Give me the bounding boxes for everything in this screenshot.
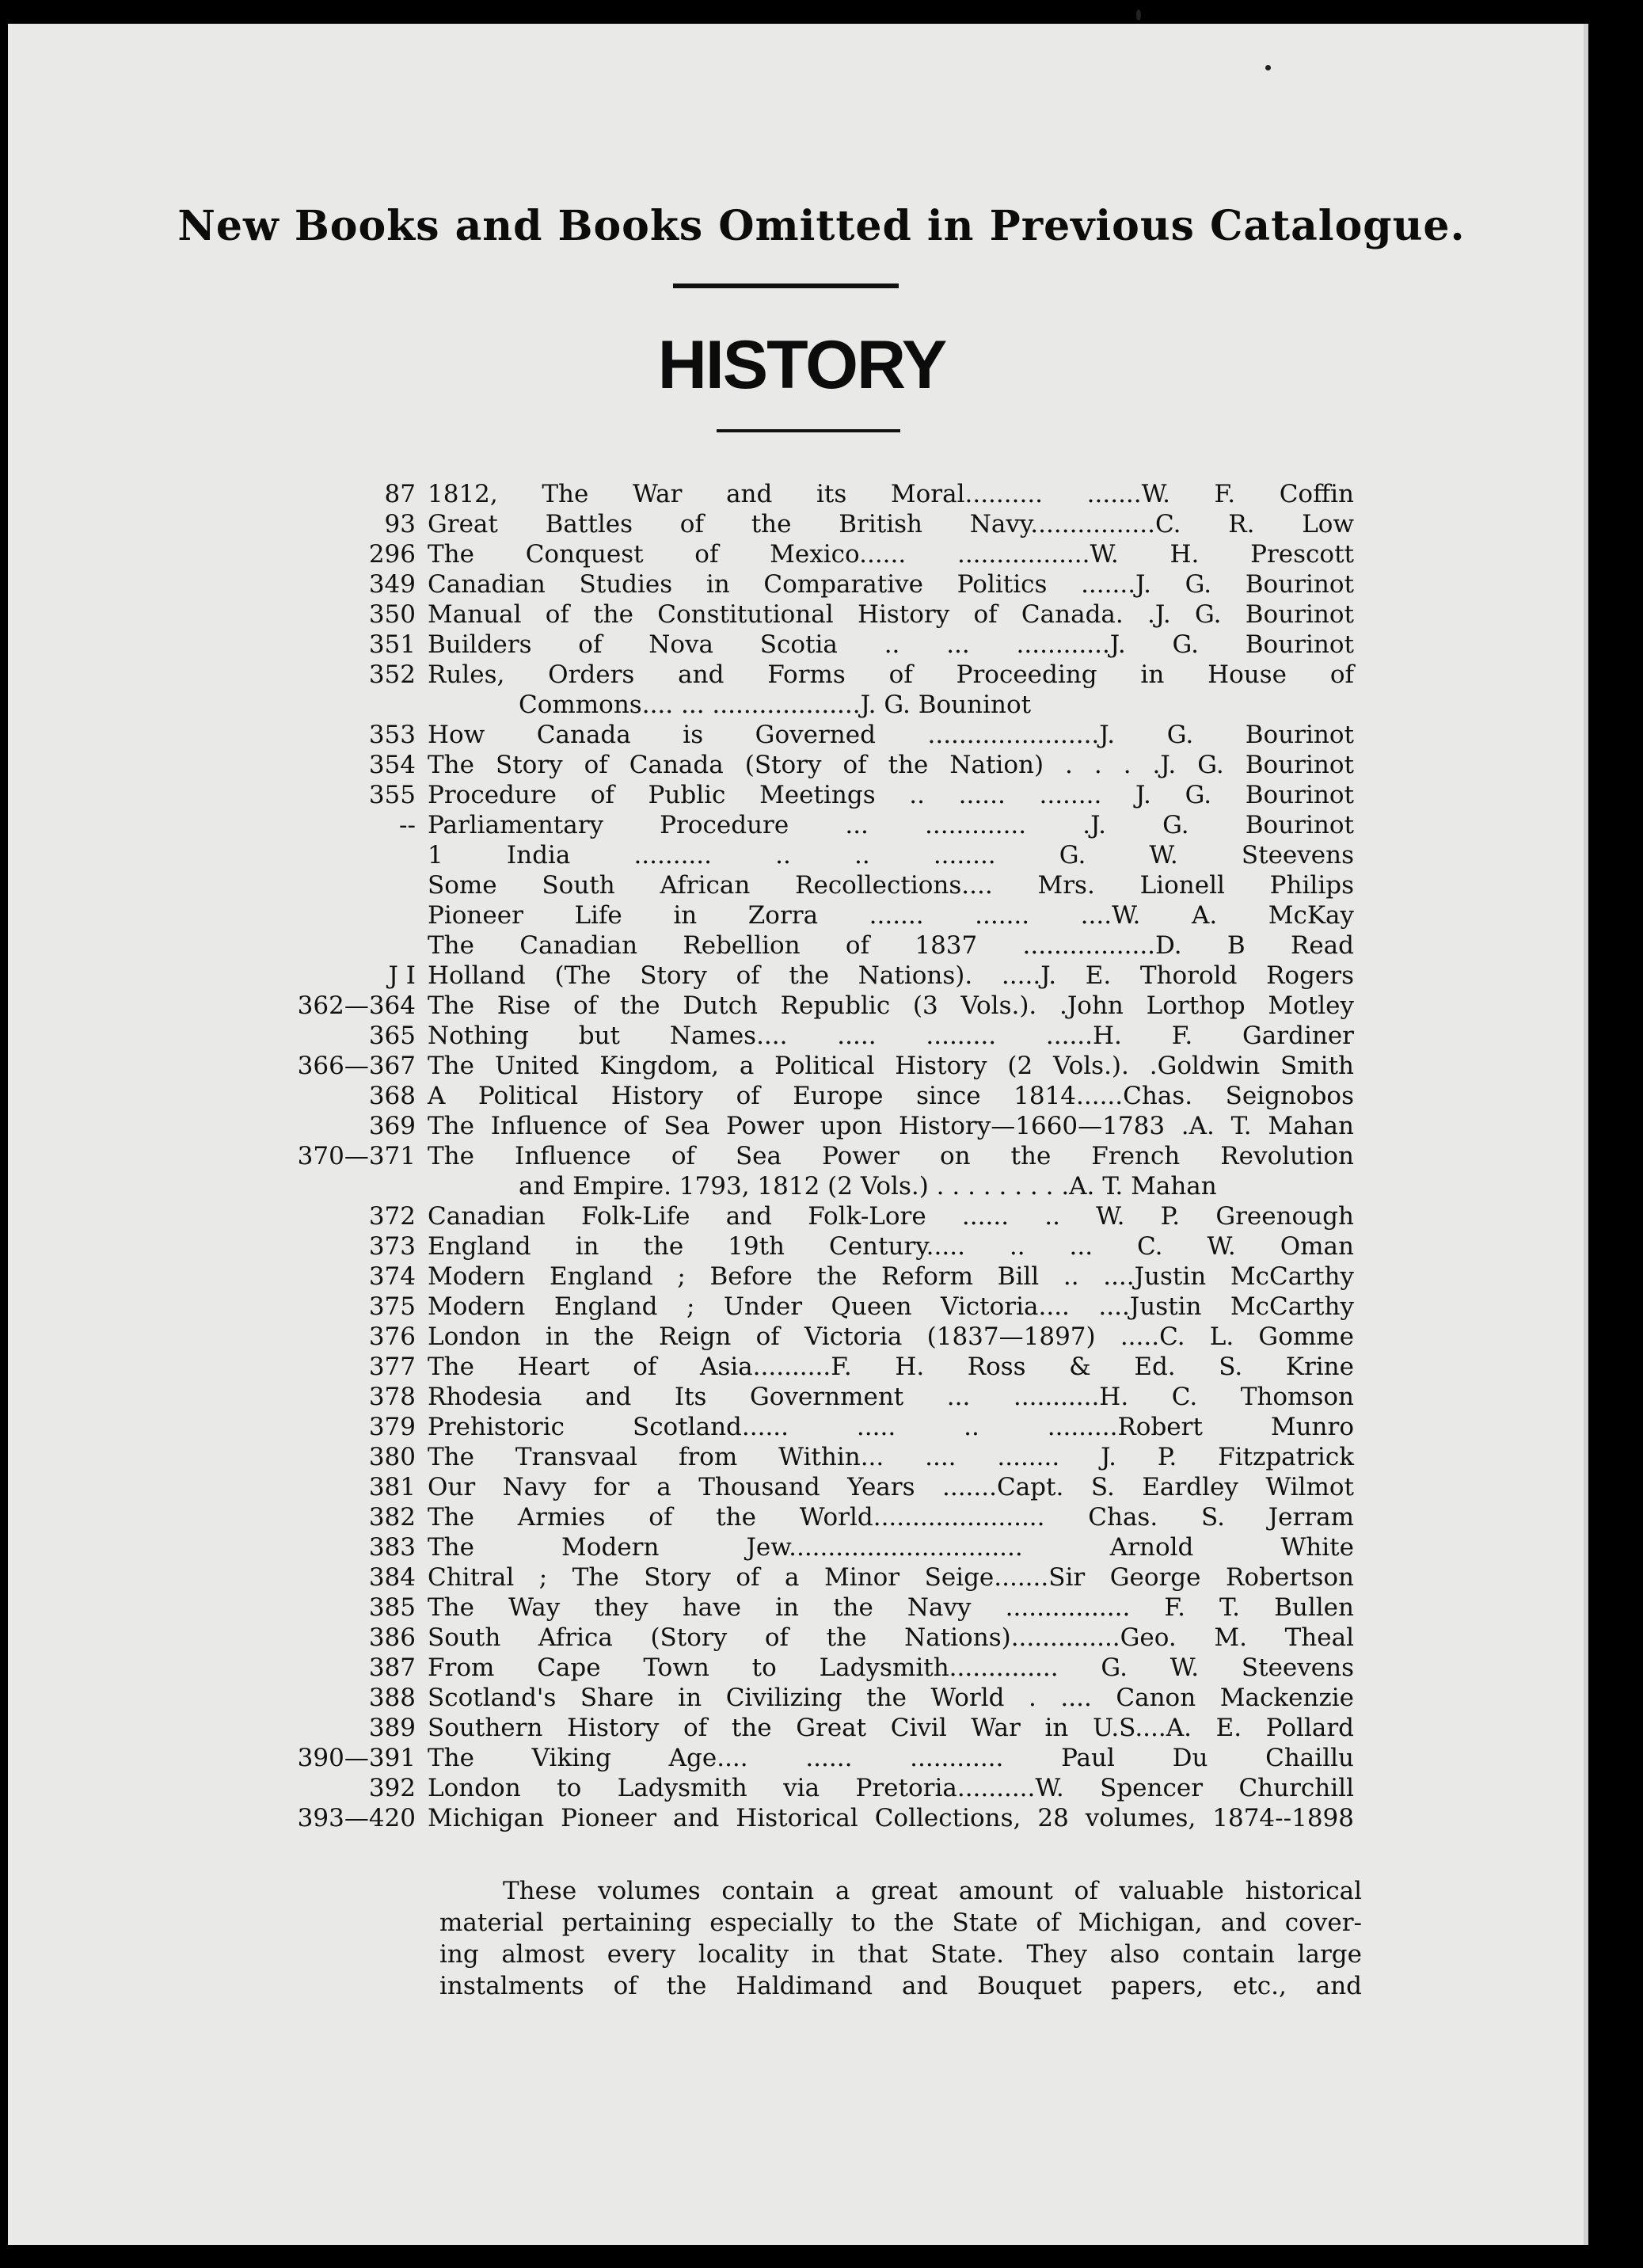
catalogue-number: 378 [368,1383,416,1411]
book-entry [277,539,1358,569]
catalogue-number: 350 [368,600,416,629]
catalogue-number: 384 [368,1563,416,1592]
book-entry [277,720,1358,750]
book-entry [277,870,1358,900]
catalogue-number: 377 [368,1353,416,1381]
catalogue-number: 382 [368,1503,416,1532]
book-entry [277,569,1358,599]
book-title-author: Procedure of Public Meetings .. ...... ........ J. G. Bourinot [428,781,1354,809]
book-title-author: 1812, The War and its Moral.......... .......W. F. Coffin [428,480,1354,508]
book-title-author: The Way they have in the Navy ................ F. T. Bullen [428,1593,1354,1622]
book-list [277,479,1358,1833]
book-entry [277,1713,1358,1743]
catalogue-number: 362—364 [297,991,416,1020]
catalogue-number: -- [399,811,416,839]
catalogue-number: 376 [368,1322,416,1351]
book-title-author: The Heart of Asia..........F. H. Ross & Ed. S. Krine [428,1353,1354,1381]
catalogue-number: 389 [368,1714,416,1742]
catalogue-number: 373 [368,1232,416,1261]
catalogue-number: 390—391 [297,1744,416,1772]
book-entry [277,1653,1358,1683]
catalogue-number: 374 [368,1262,416,1291]
book-title-author: The United Kingdom, a Political History (2 Vols.). .Goldwin Smith [428,1052,1354,1080]
book-title-author: England in the 19th Century..... .. ... C. W. Oman [428,1232,1354,1261]
catalogue-number: 381 [368,1473,416,1501]
book-entry [277,1803,1358,1833]
catalogue-number: 379 [368,1413,416,1441]
book-entry [277,991,1358,1021]
catalogue-number: 296 [368,540,416,569]
section-title: HISTORY [657,327,946,403]
book-entry [277,1502,1358,1532]
book-entry [277,961,1358,991]
book-title-author: How Canada is Governed ......................J. G. Bourinot [428,721,1354,749]
scan-speck [1265,65,1271,70]
book-entry [277,1141,1358,1201]
catalogue-number: 87 [384,480,416,508]
catalogue-number: 366—367 [297,1052,416,1080]
scan-speck [1136,10,1141,21]
book-title-author: 1 India .......... .. .. ........ G. W. Steevens [428,841,1354,870]
book-entry [277,930,1358,961]
catalogue-number: 355 [368,781,416,809]
book-title-author: Rules, Orders and Forms of Proceeding in House of [428,660,1354,689]
book-entry [277,1623,1358,1653]
book-title-author: A Political History of Europe since 1814......Chas. Seignobos [428,1082,1354,1110]
catalogue-number: 385 [368,1593,416,1622]
book-entry [277,900,1358,930]
book-title-author: The Influence of Sea Power on the French Revolution [428,1142,1354,1170]
book-title-author: Michigan Pioneer and Historical Collections, 28 volumes, 1874--1898 [428,1804,1354,1832]
book-title-author: Our Navy for a Thousand Years .......Capt. S. Eardley Wilmot [428,1473,1354,1501]
book-title-author: The Canadian Rebellion of 1837 .................D. B Read [428,931,1354,960]
book-entry [277,840,1358,870]
catalogue-number: 354 [368,751,416,779]
book-entry [277,810,1358,840]
book-title-author: Great Battles of the British Navy................C. R. Low [428,510,1354,538]
book-entry [277,479,1358,509]
book-title-author: Parliamentary Procedure ... ............. .J. G. Bourinot [428,811,1354,839]
book-title-author: Southern History of the Great Civil War in U.S....A. E. Pollard [428,1714,1354,1742]
catalogue-number: 370—371 [297,1142,416,1170]
book-title-author: Builders of Nova Scotia .. ... ............J. G. Bourinot [428,630,1354,659]
book-title-author: Some South African Recollections.... Mrs. Lionell Philips [428,871,1354,900]
book-entry [277,1051,1358,1081]
catalogue-number: 386 [368,1623,416,1652]
book-title-author: The Conquest of Mexico...... .................W. H. Prescott [428,540,1354,569]
book-entry [277,1261,1358,1292]
book-title-author: Manual of the Constitutional History of Canada. .J. G. Bourinot [428,600,1354,629]
heading-rule [673,284,899,288]
catalogue-number: 393—420 [297,1804,416,1832]
book-entry [277,1081,1358,1111]
michigan-note [439,1875,1362,2002]
book-title-author: Nothing but Names.... ..... ......... ......H. F. Gardiner [428,1022,1354,1050]
book-entry [277,1773,1358,1803]
book-entry [277,1532,1358,1562]
book-entry [277,1442,1358,1472]
book-title-author: Modern England ; Before the Reform Bill .. ....Justin McCarthy [428,1262,1354,1291]
book-entry [277,1382,1358,1412]
book-title-continuation: and Empire. 1793, 1812 (2 Vols.) . . . . . . . . .A. T. Mahan [519,1172,1217,1201]
book-title-author: From Cape Town to Ladysmith.............. G. W. Steevens [428,1653,1354,1682]
catalogue-heading: New Books and Books Omitted in Previous Catalogue. [177,202,1466,250]
book-entry [277,509,1358,539]
book-entry [277,1412,1358,1442]
book-title-author: Chitral ; The Story of a Minor Seige.......Sir George Robertson [428,1563,1354,1592]
book-entry [277,1352,1358,1382]
book-title-author: The Influence of Sea Power upon History—1660—1783 .A. T. Mahan [428,1112,1354,1140]
catalogue-number: J I [388,961,416,990]
book-entry [277,599,1358,630]
catalogue-number: 352 [368,660,416,689]
book-title-author: The Transvaal from Within... .... ........ J. P. Fitzpatrick [428,1443,1354,1471]
book-title-author: Rhodesia and Its Government ... ...........H. C. Thomson [428,1383,1354,1411]
book-title-author: Pioneer Life in Zorra ....... ....... ....W. A. McKay [428,901,1354,930]
book-entry [277,1111,1358,1141]
catalogue-number: 93 [384,510,416,538]
book-entry [277,1562,1358,1593]
catalogue-number: 375 [368,1292,416,1321]
catalogue-number: 372 [368,1202,416,1231]
book-title-author: London in the Reign of Victoria (1837—1897) .....C. L. Gomme [428,1322,1354,1351]
book-title-author: London to Ladysmith via Pretoria..........W. Spencer Churchill [428,1774,1354,1802]
catalogue-number: 380 [368,1443,416,1471]
catalogue-number: 365 [368,1022,416,1050]
book-entry [277,630,1358,660]
book-title-author: The Story of Canada (Story of the Nation) . . . .J. G. Bourinot [428,751,1354,779]
catalogue-number: 349 [368,570,416,599]
book-title-author: Holland (The Story of the Nations). .....J. E. Thorold Rogers [428,961,1354,990]
book-title-author: South Africa (Story of the Nations)..............Geo. M. Theal [428,1623,1354,1652]
book-title-author: Canadian Folk-Life and Folk-Lore ...... .. W. P. Greenough [428,1202,1354,1231]
note-line: instalments of the Haldimand and Bouquet papers, etc., and [439,1972,1362,2000]
book-title-author: Prehistoric Scotland...... ..... .. .........Robert Munro [428,1413,1354,1441]
catalogue-number: 388 [368,1684,416,1712]
section-rule [717,429,900,432]
note-line: material pertaining especially to the State of Michigan, and cover- [439,1908,1362,1937]
book-title-author: The Rise of the Dutch Republic (3 Vols.). .John Lorthop Motley [428,991,1354,1020]
catalogue-number: 353 [368,721,416,749]
book-entry [277,660,1358,720]
catalogue-number: 368 [368,1082,416,1110]
book-entry [277,780,1358,810]
book-entry [277,1021,1358,1051]
book-entry [277,1472,1358,1502]
book-entry [277,1683,1358,1713]
book-entry [277,1231,1358,1261]
book-entry [277,1292,1358,1322]
book-title-author: The Viking Age.... ...... ............ Paul Du Chaillu [428,1744,1354,1772]
book-entry [277,1201,1358,1231]
book-entry [277,750,1358,780]
catalogue-number: 351 [368,630,416,659]
catalogue-number: 369 [368,1112,416,1140]
book-title-continuation: Commons.... ... ...................J. G. Bouninot [519,691,1032,719]
catalogue-number: 383 [368,1533,416,1562]
book-entry [277,1593,1358,1623]
catalogue-number: 387 [368,1653,416,1682]
book-title-author: The Modern Jew.............................. Arnold White [428,1533,1354,1562]
book-entry [277,1743,1358,1773]
book-entry [277,1322,1358,1352]
book-title-author: Scotland's Share in Civilizing the World . .... Canon Mackenzie [428,1684,1354,1712]
book-title-author: Modern England ; Under Queen Victoria.... ....Justin McCarthy [428,1292,1354,1321]
note-line: These volumes contain a great amount of valuable historical [503,1877,1362,1905]
catalogue-number: 392 [368,1774,416,1802]
note-line: ing almost every locality in that State. They also contain large [439,1940,1362,1969]
book-title-author: Canadian Studies in Comparative Politics .......J. G. Bourinot [428,570,1354,599]
book-title-author: The Armies of the World...................... Chas. S. Jerram [428,1503,1354,1532]
